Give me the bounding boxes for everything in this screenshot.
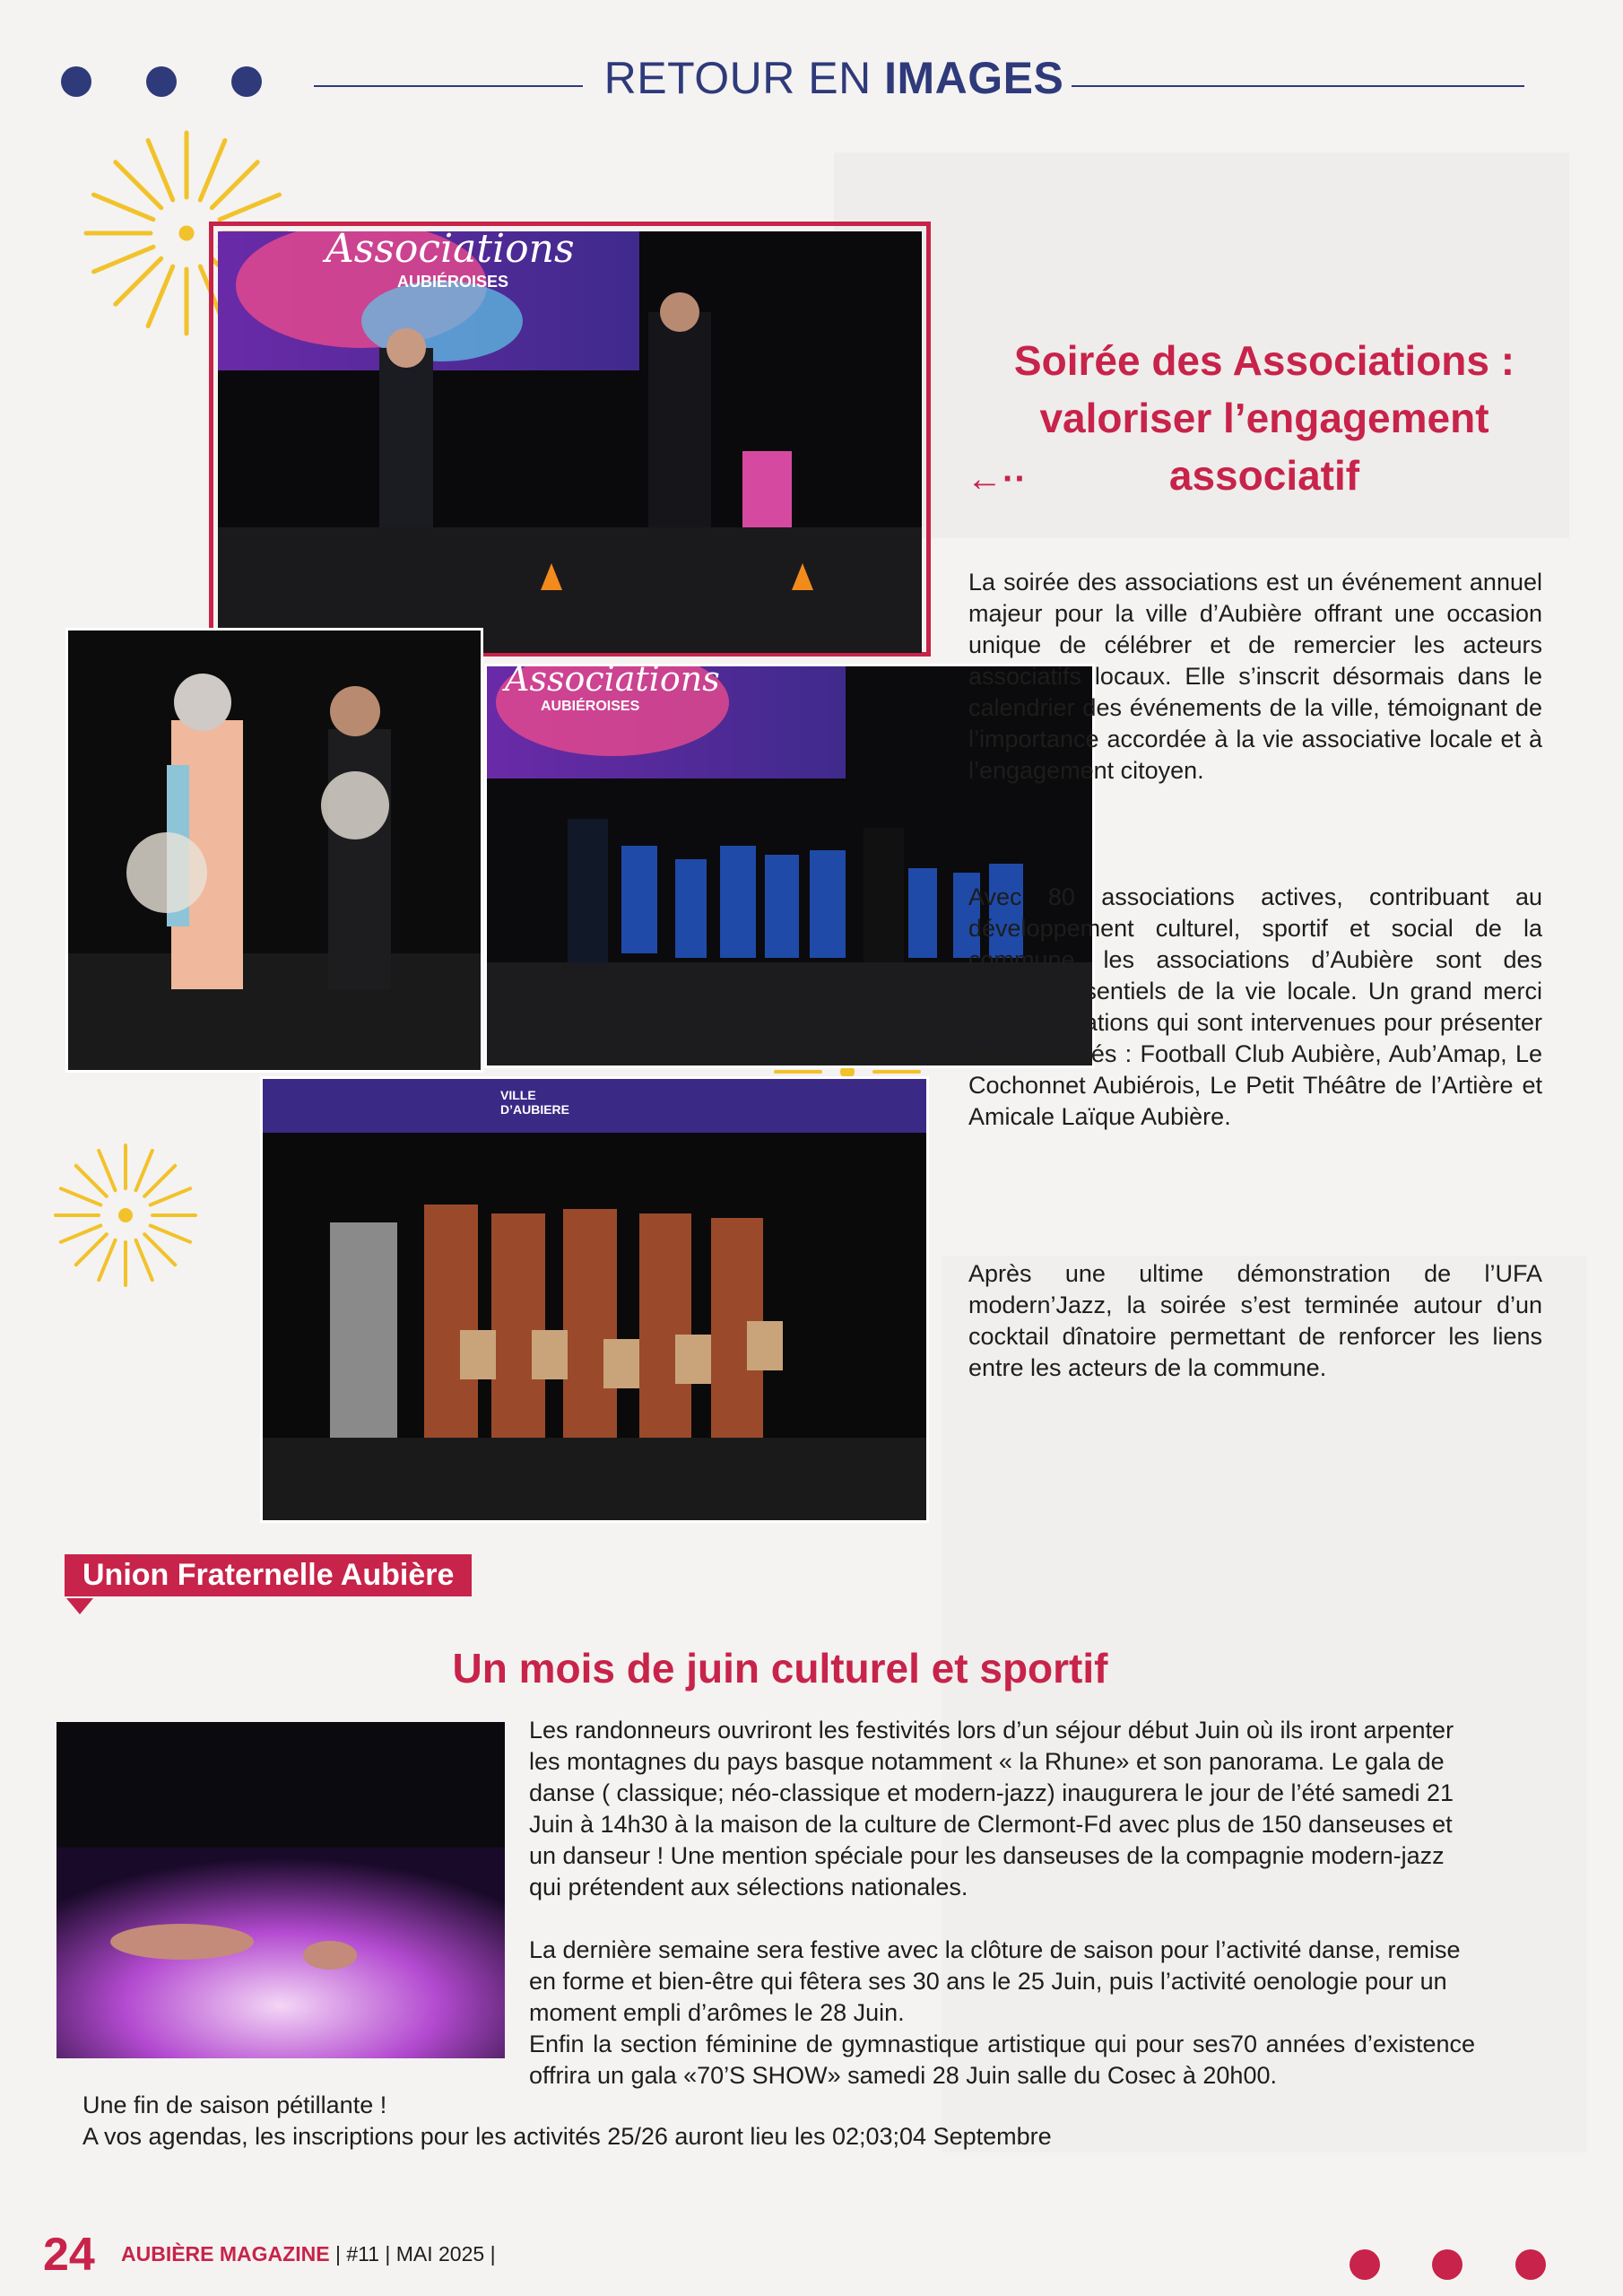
sunburst-ray bbox=[151, 1188, 190, 1205]
header-dot bbox=[146, 66, 177, 97]
sunburst-ray bbox=[61, 1188, 100, 1205]
arrow-left-icon: ←·· bbox=[967, 459, 1027, 499]
sunburst-center bbox=[181, 228, 192, 239]
article-paragraph: Avec 80 associations actives, contribuant au développement culturel, sportif et social de la commune, les associations d’Aubière sont des acteurs essentiels de la vie locale. Un grand merci aux associations qui sont intervenues pour présenter leurs activités : Football Club Aubière, Aub’Amap, Le Cochonnet Aubiérois, Le Petit Théâtre de l’Artière et Amicale Laïque Aubière. bbox=[968, 883, 1542, 1130]
sunburst-icon bbox=[45, 1135, 206, 1296]
photo-dancers bbox=[260, 1076, 929, 1523]
sunburst-ray bbox=[148, 141, 173, 201]
sunburst-ray bbox=[99, 1240, 115, 1280]
sunburst-ray bbox=[94, 195, 154, 220]
header-dot bbox=[61, 66, 91, 97]
banner-sub: AUBIÉROISES bbox=[541, 699, 640, 714]
banner-script: Associations bbox=[505, 664, 720, 699]
header-rule-left bbox=[314, 85, 583, 87]
footer-dot bbox=[1515, 2249, 1546, 2280]
sunburst-ray bbox=[148, 266, 173, 326]
header-rule-right bbox=[1072, 85, 1524, 87]
ville-label: VILLE D’AUBIERE bbox=[500, 1088, 570, 1117]
photo-stage-speakers bbox=[218, 231, 922, 653]
association-tag: Union Fraternelle Aubière bbox=[65, 1554, 472, 1596]
article-paragraph: Les randonneurs ouvriront les festivités lors d’un séjour début Juin où ils iront arpenter les montagnes du pays basque notamment « la Rhune» et son panorama. Le gala de danse ( classique; néo-classique et modern-jazz) inaugurera le jour de l’été samedi 21 Juin à 14h30 à la maison de la culture de Clermont-Fd avec plus de 150 danseuses et un danseur ! Une mention spéciale pour les danseuses de la compagnie modern-jazz qui prétendent aux sélections nationales. bbox=[529, 1717, 1454, 1900]
section-title: RETOUR EN IMAGES bbox=[603, 53, 1064, 103]
article-title: Soirée des Associations : valoriser l’engagement ←·· associatif bbox=[950, 332, 1578, 504]
sunburst-ray bbox=[200, 141, 225, 201]
article-paragraph: Après une ultime démonstration de l’UFA modern’Jazz, la soirée s’est terminée autour d’un cocktail dînatoire permettant de renforcer les liens entre les acteurs de la commune. bbox=[968, 1260, 1542, 1381]
sunburst-center bbox=[120, 1210, 131, 1221]
sunburst-ray bbox=[116, 162, 161, 208]
page-number: 24 bbox=[43, 2229, 95, 2281]
tag-pointer-icon bbox=[66, 1598, 93, 1616]
sunburst-ray bbox=[76, 1234, 107, 1265]
sunburst-ray bbox=[116, 258, 161, 304]
photo-two-women bbox=[65, 628, 483, 1073]
sunburst-ray bbox=[99, 1151, 115, 1190]
sunburst-ray bbox=[220, 195, 280, 220]
banner-sub: AUBIÉROISES bbox=[397, 273, 509, 291]
closing-line: A vos agendas, les inscriptions pour les activités 25/26 auront lieu les 02;03;04 Septembre bbox=[82, 2123, 1052, 2150]
footer-dot bbox=[1432, 2249, 1462, 2280]
banner-script: Associations bbox=[325, 231, 575, 272]
sunburst-ray bbox=[94, 247, 154, 272]
sunburst-ray bbox=[136, 1240, 152, 1280]
sunburst-ray bbox=[61, 1226, 100, 1242]
photo-dance-floor bbox=[56, 1722, 505, 2058]
article-paragraph: La dernière semaine sera festive avec la clôture de saison pour l’activité danse, remise en forme et bien-être qui fêtera ses 30 ans le 25 Juin, puis l’activité oenologie pour un moment empli d’arômes le 28 Juin. bbox=[529, 1936, 1461, 2026]
article-paragraph: La soirée des associations est un événement annuel majeur pour la ville d’Aubière offrant une occasion unique de célébrer et de remercier les acteurs associatifs locaux. Elle s’inscrit désormais dans le calendrier des événements de la ville, témoignant de l’importance accordée à la vie associative locale et à l’engagement citoyen. bbox=[968, 569, 1542, 784]
footer-credit: AUBIÈRE MAGAZINE | #11 | MAI 2025 | bbox=[121, 2242, 496, 2266]
article-title: Un mois de juin culturel et sportif bbox=[452, 1645, 1108, 1692]
sunburst-ray bbox=[76, 1166, 107, 1196]
sunburst-ray bbox=[144, 1166, 175, 1196]
footer-dot bbox=[1350, 2249, 1380, 2280]
sunburst-ray bbox=[151, 1226, 190, 1242]
article-paragraph: Enfin la section féminine de gymnastique artistique qui pour ses70 années d’existence offrira un gala «70’S SHOW» samedi 28 Juin salle du Cosec à 20h00. bbox=[529, 2031, 1475, 2089]
closing-line: Une fin de saison pétillante ! bbox=[82, 2092, 387, 2118]
sunburst-ray bbox=[136, 1151, 152, 1190]
header-dot bbox=[231, 66, 262, 97]
sunburst-ray bbox=[144, 1234, 175, 1265]
sunburst-ray bbox=[212, 162, 257, 208]
